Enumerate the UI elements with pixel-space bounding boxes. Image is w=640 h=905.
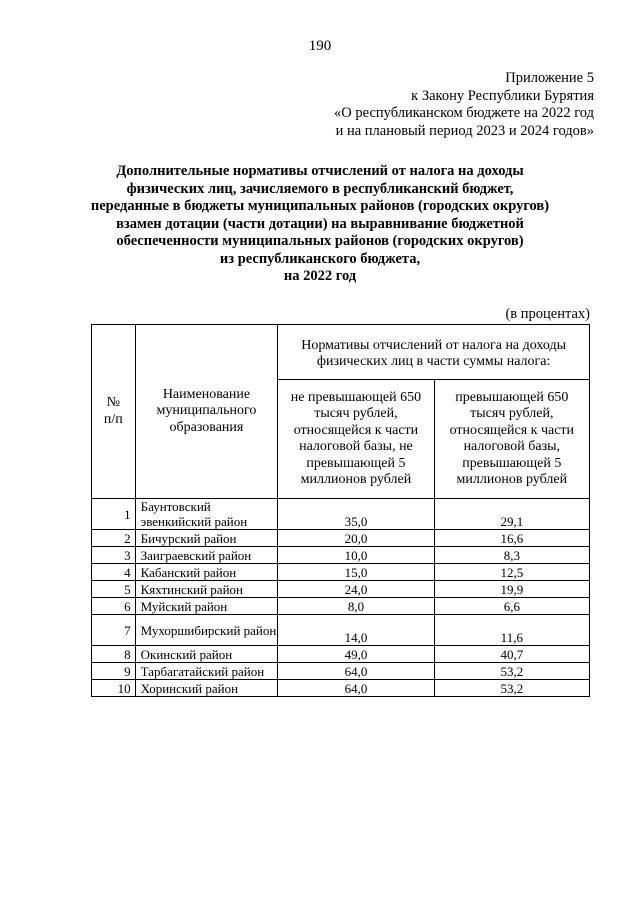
header-group-text: Нормативы отчислений от налога на доходы физических лиц в части суммы налога: — [301, 337, 567, 369]
title-line: Дополнительные нормативы отчислений от налога на доходы — [116, 163, 524, 179]
row-value-b: 6,6 — [434, 598, 589, 615]
row-number: 5 — [92, 581, 136, 598]
row-value-a: 64,0 — [278, 663, 434, 680]
row-name: Мухоршибирский район — [135, 615, 278, 646]
title-line: обеспеченности муниципальных районов (городских округов) — [116, 233, 524, 249]
annex-line: «О республиканском бюджете на 2022 год — [334, 105, 594, 121]
row-name: Бичурский район — [135, 530, 278, 547]
annex-header — [334, 70, 594, 140]
header-number-line: № — [106, 395, 120, 410]
row-value-a: 14,0 — [278, 615, 434, 646]
row-value-a: 24,0 — [278, 581, 434, 598]
row-name: Хоринский район — [135, 680, 278, 697]
row-name: Заиграевский район — [135, 547, 278, 564]
row-name: Тарбагатайский район — [135, 663, 278, 680]
row-number: 1 — [92, 499, 136, 530]
row-value-b: 11,6 — [434, 615, 589, 646]
table-row — [92, 615, 590, 646]
row-value-b: 40,7 — [434, 646, 589, 663]
row-name: Баунтовский эвенкийский район — [135, 499, 278, 530]
title-line: взамен дотации (части дотации) на выравнивание бюджетной — [116, 215, 524, 232]
units-note: (в процентах) — [505, 306, 590, 322]
row-value-a: 10,0 — [278, 547, 434, 564]
row-value-a: 8,0 — [278, 598, 434, 615]
header-number — [92, 325, 136, 499]
header-number-line: п/п — [103, 411, 123, 427]
header-col-a — [278, 380, 434, 499]
row-value-a: 35,0 — [278, 499, 434, 530]
row-value-a: 15,0 — [278, 564, 434, 581]
row-value-b: 29,1 — [434, 499, 589, 530]
title-line: физических лиц, зачисляемого в республиканский бюджет, — [126, 180, 514, 197]
row-value-a: 49,0 — [278, 646, 434, 663]
table-row — [92, 581, 590, 598]
row-number: 4 — [92, 564, 136, 581]
table-row — [92, 499, 590, 530]
table-row — [92, 680, 590, 697]
table-row — [92, 663, 590, 680]
title-line: переданные в бюджеты муниципальных районов (городских округов) — [90, 198, 550, 214]
row-name: Кяхтинский район — [135, 581, 278, 598]
row-name: Окинский район — [135, 646, 278, 663]
document-title — [60, 163, 580, 286]
row-number: 6 — [92, 598, 136, 615]
row-number: 3 — [92, 547, 136, 564]
header-col-b-text: превышающей 650 тысяч рублей, относящейся к части налоговой базы, превышающей 5 миллионов рублей — [449, 389, 575, 487]
annex-line: Приложение 5 — [505, 70, 594, 86]
row-number: 9 — [92, 663, 136, 680]
title-line: на 2022 год — [283, 268, 357, 284]
header-name — [135, 325, 278, 499]
page-number: 190 — [308, 38, 332, 54]
norms-table — [91, 324, 590, 697]
row-value-b: 16,6 — [434, 530, 589, 547]
header-col-a-text: не превышающей 650 тысяч рублей, относящейся к части налоговой базы, не превышающей 5 миллионов рублей — [290, 389, 422, 487]
annex-line: и на плановый период 2023 и 2024 годов» — [335, 122, 594, 139]
row-value-a: 20,0 — [278, 530, 434, 547]
header-col-b — [434, 380, 589, 499]
table-row — [92, 547, 590, 564]
annex-line: к Закону Республики Бурятия — [411, 87, 594, 104]
row-number: 10 — [92, 680, 136, 697]
row-number: 8 — [92, 646, 136, 663]
row-name: Муйский район — [135, 598, 278, 615]
row-number: 7 — [92, 615, 136, 646]
table-row — [92, 530, 590, 547]
header-group — [278, 325, 590, 380]
row-value-b: 53,2 — [434, 663, 589, 680]
row-value-b: 8,3 — [434, 547, 589, 564]
row-value-b: 53,2 — [434, 680, 589, 697]
row-value-a: 64,0 — [278, 680, 434, 697]
table-row — [92, 646, 590, 663]
row-name: Кабанский район — [135, 564, 278, 581]
title-line: из республиканского бюджета, — [219, 250, 421, 267]
row-number: 2 — [92, 530, 136, 547]
table-row — [92, 564, 590, 581]
row-value-b: 12,5 — [434, 564, 589, 581]
table-row — [92, 598, 590, 615]
header-name-text: Наименование муниципального образования — [156, 386, 257, 435]
row-value-b: 19,9 — [434, 581, 589, 598]
